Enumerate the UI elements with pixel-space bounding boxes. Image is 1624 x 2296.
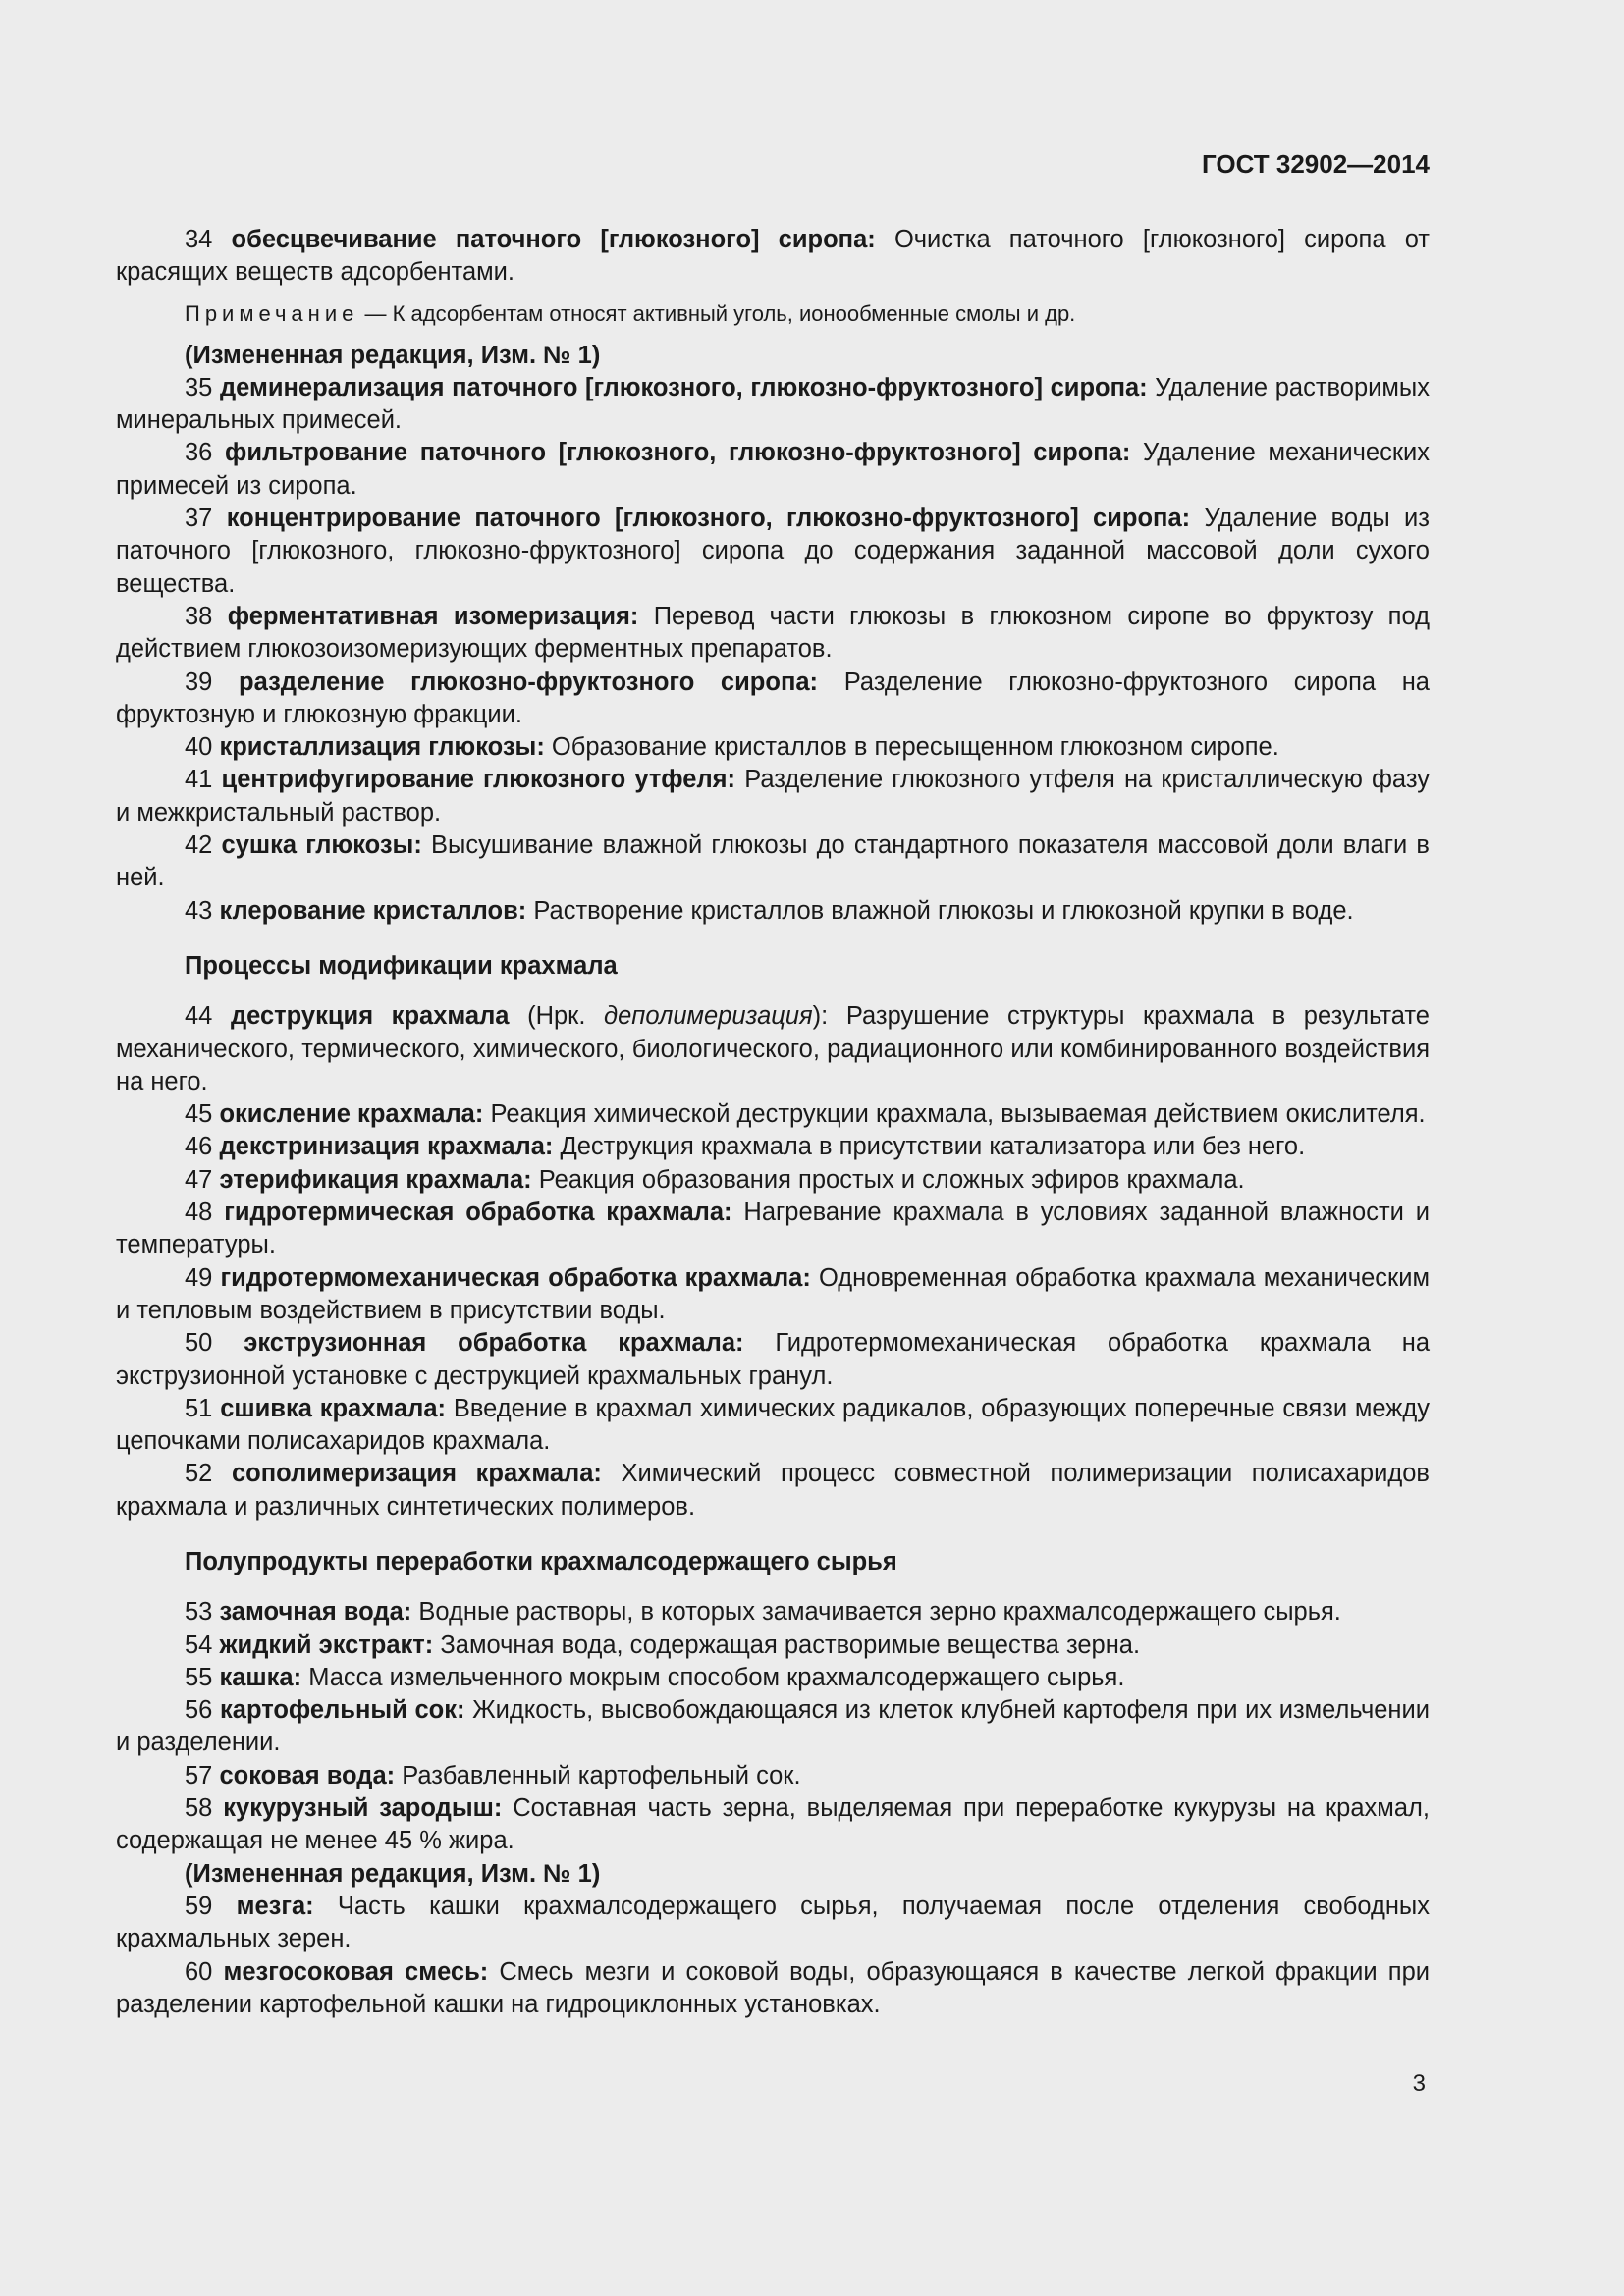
term-definition: Жидкость, высвобождающаяся из клеток клубней картофеля при их измельчении и разделении.: [116, 1696, 1430, 1757]
term-number: 52: [185, 1460, 213, 1488]
term-number: 45: [185, 1100, 213, 1129]
document-body: [116, 224, 1430, 2021]
term-item: [116, 1662, 1430, 1694]
term-definition: Разделение глюкозно-фруктозного сиропа на фруктозную и глюкозную фракции.: [116, 667, 1430, 728]
term-item: [116, 667, 1430, 732]
term-item: [116, 503, 1430, 601]
term-name: окисление крахмала:: [219, 1100, 484, 1129]
term-number: 56: [185, 1696, 213, 1725]
term-deprecated-close: ):: [812, 1002, 829, 1031]
term-item: [116, 1197, 1430, 1262]
term-name: замочная вода:: [219, 1598, 412, 1627]
term-name: сополимеризация крахмала:: [231, 1460, 602, 1488]
term-number: 38: [185, 602, 213, 630]
term-name: разделение глюкозно-фруктозного сиропа:: [239, 667, 819, 696]
term-item: [116, 1891, 1430, 1956]
term-item: [116, 1760, 1430, 1792]
term-definition: Растворение кристаллов влажной глюкозы и глюкозной крупки в воде.: [533, 896, 1354, 925]
term-item: [116, 1596, 1430, 1629]
term-item: [116, 1327, 1430, 1393]
term-definition: Деструкция крахмала в присутствии катализатора или без него.: [560, 1133, 1306, 1161]
term-item: [116, 1956, 1430, 2022]
term-name: сушка глюкозы:: [221, 831, 422, 860]
term-definition: Удаление растворимых минеральных примесей.: [116, 373, 1430, 435]
term-number: 34: [185, 226, 213, 253]
term-definition: Гидротермомеханическая обработка крахмала на экструзионной установке с деструкцией крахмальных гранул.: [116, 1329, 1430, 1390]
term-group-d: [116, 1596, 1430, 1857]
term-item: [116, 895, 1430, 928]
term-item: [116, 1164, 1430, 1197]
term-definition: Водные растворы, в которых замачивается зерно крахмалсодержащего сырья.: [418, 1598, 1341, 1627]
term-number: 53: [185, 1598, 213, 1627]
term-name: кристаллизация глюкозы:: [219, 733, 545, 762]
term-item: [116, 1000, 1430, 1098]
term-name: клерование кристаллов:: [219, 896, 527, 925]
term-deprecated-synonym: деполимеризация: [604, 1002, 813, 1031]
term-name: кукурузный зародыш:: [223, 1794, 503, 1823]
term-number: 47: [185, 1165, 213, 1194]
term-name: декстринизация крахмала:: [219, 1133, 554, 1161]
term-item: [116, 437, 1430, 503]
term-item: [116, 1458, 1430, 1523]
term-definition: Разделение глюкозного утфеля на кристаллическую фазу и межкристальный раствор.: [116, 766, 1430, 827]
term-number: 37: [185, 505, 213, 533]
term-definition: Масса измельченного мокрым способом крахмалсодержащего сырья.: [308, 1663, 1125, 1691]
term-definition: Замочная вода, содержащая растворимые вещества зерна.: [440, 1630, 1141, 1659]
term-definition: Разбавленный картофельный сок.: [402, 1761, 801, 1789]
term-number: 46: [185, 1133, 213, 1161]
term-item: [116, 1393, 1430, 1459]
term-name: деминерализация паточного [глюкозного, глюкозно-фруктозного] сиропа:: [219, 373, 1148, 401]
standard-header: ГОСТ 32902—2014: [1202, 149, 1430, 179]
term-definition: Перевод части глюкозы в глюкозном сиропе во фруктозу под действием глюкозоизомеризующих ферментных препаратов.: [116, 602, 1430, 664]
term-definition: Высушивание влажной глюкозы до стандартного показателя массовой доли влаги в ней.: [116, 831, 1430, 892]
term-group-c: [116, 1098, 1430, 1523]
term-name: картофельный сок:: [220, 1696, 465, 1725]
term-definition: Химический процесс совместной полимеризации полисахаридов крахмала и различных синтетических полимеров.: [116, 1460, 1430, 1521]
term-name: концентрирование паточного [глюкозного, глюкозно-фруктозного] сиропа:: [226, 505, 1191, 533]
term-group-a: [116, 224, 1430, 290]
term-name: соковая вода:: [219, 1761, 396, 1789]
term-number: 60: [185, 1957, 213, 1986]
term-name: гидротермомеханическая обработка крахмала:: [220, 1263, 811, 1292]
term-item: [116, 1262, 1430, 1328]
term-definition: Очистка паточного [глюкозного] сиропа от красящих веществ адсорбентами.: [116, 226, 1430, 287]
term-name: сшивка крахмала:: [220, 1394, 447, 1422]
edit-note: (Измененная редакция, Изм. № 1): [185, 1859, 601, 1888]
term-item: [116, 1792, 1430, 1858]
term-number: 50: [185, 1329, 213, 1358]
term-number: 41: [185, 766, 213, 794]
term-number: 35: [185, 373, 213, 401]
term-name: мезгосоковая смесь:: [223, 1957, 489, 1986]
term-item: [116, 1131, 1430, 1163]
page-number: 3: [1412, 2070, 1426, 2097]
term-number: 42: [185, 831, 213, 860]
term-name: экструзионная обработка крахмала:: [244, 1329, 744, 1358]
term-group-e: [116, 1891, 1430, 2021]
term-item: [116, 829, 1430, 895]
term-name: жидкий экстракт:: [219, 1630, 434, 1659]
term-name: этерификация крахмала:: [219, 1165, 532, 1194]
term-number: 59: [185, 1892, 213, 1920]
term-definition: Разрушение структуры крахмала в результате механического, термического, химического, биологического, радиационного или комбинированного воздействия на него.: [116, 1002, 1430, 1095]
term-number: 58: [185, 1794, 213, 1823]
note: [116, 299, 1430, 329]
term-number: 57: [185, 1761, 213, 1789]
term-item: [116, 731, 1430, 764]
term-number: 49: [185, 1263, 213, 1292]
note-text: — К адсорбентам относят активный уголь, ионообменные смолы и др.: [364, 300, 1076, 326]
term-definition: Реакция химической деструкции крахмала, вызываемая действием окислителя.: [490, 1100, 1426, 1129]
term-item: [116, 764, 1430, 829]
term-definition: Удаление механических примесей из сиропа.: [116, 439, 1430, 500]
term-definition: Нагревание крахмала в условиях заданной влажности и температуры.: [116, 1199, 1431, 1259]
term-item: [116, 1098, 1430, 1131]
section-heading-modification: Процессы модификации крахмала: [185, 951, 618, 980]
term-group-b: [116, 372, 1430, 928]
term-name: ферментативная изомеризация:: [227, 602, 639, 630]
term-item: [116, 1694, 1430, 1760]
term-number: 55: [185, 1663, 213, 1691]
term-definition: Одновременная обработка крахмала механическим и тепловым воздействием в присутствии воды.: [116, 1263, 1430, 1324]
term-definition: Смесь мезги и соковой воды, образующаяся в качестве легкой фракции при разделении картофельной кашки на гидроциклонных установках.: [116, 1957, 1430, 2018]
term-definition: Составная часть зерна, выделяемая при переработке кукурузы на крахмал, содержащая не менее 45 % жира.: [116, 1794, 1430, 1855]
term-name: гидротермическая обработка крахмала:: [224, 1199, 732, 1227]
term-number: 43: [185, 896, 213, 925]
term-item: [116, 601, 1430, 667]
edit-note: (Измененная редакция, Изм. № 1): [185, 341, 601, 369]
term-number: 36: [185, 439, 213, 467]
term-deprecated-label: (Нрк.: [527, 1002, 586, 1031]
term-number: 39: [185, 667, 213, 696]
term-name: фильтрование паточного [глюкозного, глюкозно-фруктозного] сиропа:: [225, 439, 1131, 467]
term-name: центрифугирование глюкозного утфеля:: [221, 766, 736, 794]
term-item: [116, 1629, 1430, 1662]
term-number: 40: [185, 733, 213, 762]
term-definition: Образование кристаллов в пересыщенном глюкозном сиропе.: [551, 733, 1279, 762]
term-number: 44: [185, 1002, 213, 1031]
term-item: [116, 372, 1430, 438]
term-number: 54: [185, 1630, 213, 1659]
term-definition: Удаление воды из паточного [глюкозного, глюкозно-фруктозного] сиропа до содержания заданной массовой доли сухого вещества.: [116, 505, 1430, 598]
term-definition: Реакция образования простых и сложных эфиров крахмала.: [538, 1165, 1245, 1194]
term-definition: Введение в крахмал химических радикалов, образующих поперечные связи между цепочками полисахаридов крахмала.: [116, 1394, 1430, 1456]
term-name: обесцвечивание паточного [глюкозного] сиропа:: [231, 226, 876, 253]
term-name: кашка:: [219, 1663, 302, 1691]
term-number: 48: [185, 1199, 213, 1227]
term-name: мезга:: [236, 1892, 314, 1920]
term-definition: Часть кашки крахмалсодержащего сырья, получаемая после отделения свободных крахмальных зерен.: [116, 1892, 1430, 1953]
term-name: деструкция крахмала: [230, 1002, 510, 1031]
note-label: Примечание: [185, 300, 359, 326]
term-number: 51: [185, 1394, 213, 1422]
section-heading-semiproducts: Полупродукты переработки крахмалсодержащего сырья: [185, 1547, 897, 1575]
term-item: [116, 224, 1430, 290]
